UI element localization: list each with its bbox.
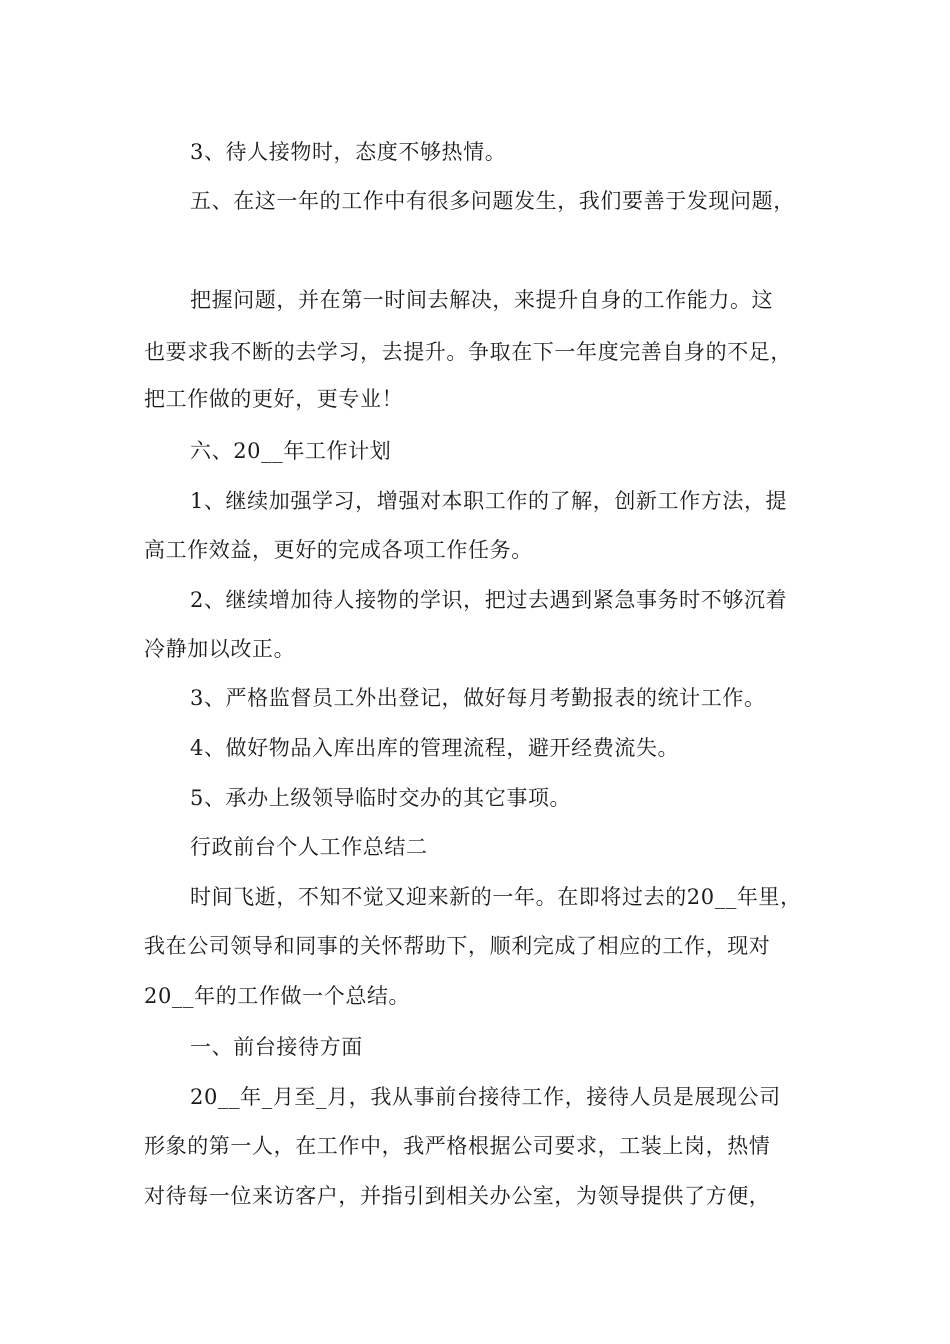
text-line: 我在公司领导和同事的关怀帮助下，顺利完成了相应的工作，现对 xyxy=(144,934,771,958)
text-line: 3、待人接物时，态度不够热情。 xyxy=(190,140,507,164)
section-heading: 一、前台接待方面 xyxy=(190,1035,363,1059)
text-line: 把握问题，并在第一时间去解决，来提升自身的工作能力。这 xyxy=(190,288,774,312)
section-heading: 行政前台个人工作总结二 xyxy=(190,835,428,859)
text-line: 时间飞逝，不知不觉又迎来新的一年。在即将过去的20__年里， xyxy=(190,885,802,909)
text-line: 3、严格监督员工外出登记，做好每月考勤报表的统计工作。 xyxy=(190,686,766,710)
section-heading: 六、20__年工作计划 xyxy=(190,439,392,463)
text-line: 20__年的工作做一个总结。 xyxy=(144,984,411,1008)
text-line: 把工作做的更好，更专业！ xyxy=(144,387,404,411)
text-line: 1、继续加强学习，增强对本职工作的了解，创新工作方法，提 xyxy=(190,489,788,513)
text-line: 20__年_月至_月，我从事前台接待工作，接待人员是展现公司 xyxy=(190,1085,781,1109)
text-line: 冷静加以改正。 xyxy=(144,637,296,661)
text-line: 形象的第一人，在工作中，我严格根据公司要求，工装上岗，热情 xyxy=(144,1134,771,1158)
text-line: 高工作效益，更好的完成各项工作任务。 xyxy=(144,538,533,562)
text-line: 对待每一位来访客户，并指引到相关办公室，为领导提供了方便， xyxy=(144,1184,771,1208)
text-line: 五、在这一年的工作中有很多问题发生，我们要善于发现问题， xyxy=(190,189,795,213)
text-line: 2、继续增加待人接物的学识，把过去遇到紧急事务时不够沉着 xyxy=(190,588,788,612)
text-line: 也要求我不断的去学习，去提升。争取在下一年度完善自身的不足， xyxy=(144,340,792,364)
text-line: 5、承办上级领导临时交办的其它事项。 xyxy=(190,786,572,810)
text-line: 4、做好物品入库出库的管理流程，避开经费流失。 xyxy=(190,736,680,760)
